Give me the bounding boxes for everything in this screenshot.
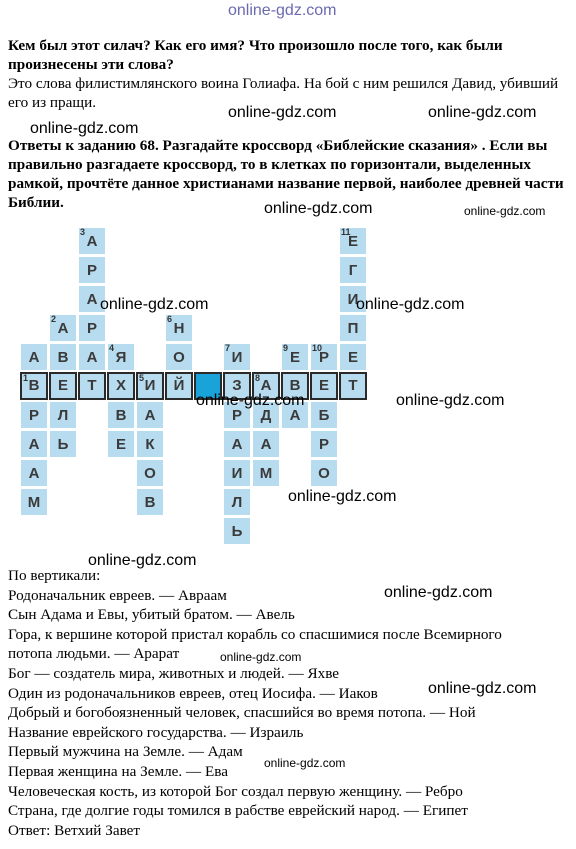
crossword-cell bbox=[107, 343, 135, 371]
cell-letter: В bbox=[57, 349, 69, 366]
cell-letter: А bbox=[144, 407, 156, 424]
watermark: online-gdz.com bbox=[220, 650, 302, 664]
cell-number: 5 bbox=[139, 373, 145, 383]
cell-letter: А bbox=[28, 436, 40, 453]
cell-letter: Ь bbox=[231, 523, 243, 540]
crossword-cell bbox=[49, 314, 77, 342]
cell-letter: И bbox=[231, 465, 243, 482]
cell-letter: Е bbox=[115, 436, 126, 453]
cell-letter: Й bbox=[173, 377, 185, 394]
cell-letter: Г bbox=[348, 262, 358, 279]
cell-letter: Т bbox=[348, 377, 358, 394]
cell-letter: В bbox=[28, 377, 40, 394]
crossword-cell bbox=[339, 343, 367, 371]
crossword-cell bbox=[107, 430, 135, 458]
cell-letter: П bbox=[347, 320, 359, 337]
clue-line: Первый мужчина на Земле. — Адам bbox=[8, 743, 243, 761]
crossword-cell bbox=[339, 372, 367, 400]
clue-line: Название еврейского государства. — Израиль bbox=[8, 723, 304, 741]
crossword-cell bbox=[49, 401, 77, 429]
cell-letter: О bbox=[173, 349, 185, 366]
cell-letter: Р bbox=[86, 262, 97, 279]
crossword-cell bbox=[223, 459, 251, 487]
cell-letter: О bbox=[144, 465, 156, 482]
cell-letter: Л bbox=[231, 494, 243, 511]
crossword-cell bbox=[310, 343, 338, 371]
crossword-cell bbox=[78, 314, 106, 342]
crossword-cell bbox=[339, 227, 367, 255]
cell-letter: А bbox=[86, 349, 98, 366]
cell-letter: И bbox=[144, 377, 156, 394]
crossword-cell bbox=[310, 401, 338, 429]
crossword-cell bbox=[165, 372, 193, 400]
crossword-cell bbox=[78, 343, 106, 371]
crossword-cell bbox=[49, 343, 77, 371]
cell-letter: Р bbox=[86, 320, 97, 337]
cell-letter: И bbox=[347, 291, 359, 308]
cell-letter: О bbox=[318, 465, 330, 482]
cell-letter: И bbox=[231, 349, 243, 366]
crossword-cell bbox=[136, 459, 164, 487]
cell-letter: Т bbox=[87, 377, 97, 394]
crossword-cell bbox=[49, 430, 77, 458]
watermark: online-gdz.com bbox=[264, 756, 346, 770]
crossword-cell bbox=[165, 314, 193, 342]
cell-letter: Е bbox=[57, 377, 68, 394]
clue-line: потопа людьми. — Арарат bbox=[8, 645, 180, 663]
question-title: Кем был этот силач? Как его имя? Что произошло после того, как были произнесены эти слова? bbox=[8, 37, 503, 73]
crossword-cell bbox=[223, 517, 251, 545]
cell-letter: Е bbox=[289, 349, 300, 366]
crossword-cell bbox=[310, 459, 338, 487]
cell-number: 8 bbox=[255, 373, 261, 383]
watermark: online-gdz.com bbox=[356, 296, 465, 313]
cell-number: 1 bbox=[23, 373, 29, 383]
cell-letter: Р bbox=[231, 407, 242, 424]
watermark: online-gdz.com bbox=[264, 200, 373, 217]
cell-letter: М bbox=[27, 494, 41, 511]
crossword-cell bbox=[310, 372, 338, 400]
cell-number: 10 bbox=[312, 343, 323, 353]
crossword-cell bbox=[281, 343, 309, 371]
cell-letter: Е bbox=[318, 377, 329, 394]
crossword-cell bbox=[20, 343, 48, 371]
crossword-cell bbox=[310, 430, 338, 458]
crossword-cell bbox=[20, 430, 48, 458]
cell-letter: Е bbox=[347, 233, 358, 250]
watermark-top: online-gdz.com bbox=[228, 2, 337, 19]
crossword-cell bbox=[252, 459, 280, 487]
crossword-cell bbox=[20, 459, 48, 487]
cell-letter: Е bbox=[347, 349, 358, 366]
cell-letter: Р bbox=[28, 407, 39, 424]
cell-letter: Р bbox=[318, 436, 329, 453]
cell-letter: В bbox=[115, 407, 127, 424]
crossword-cell bbox=[136, 488, 164, 516]
watermark: online-gdz.com bbox=[464, 204, 546, 218]
crossword-cell bbox=[252, 430, 280, 458]
crossword-cell bbox=[20, 372, 48, 400]
cell-number: 4 bbox=[109, 343, 115, 353]
cell-letter: В bbox=[289, 377, 301, 394]
crossword-cell bbox=[49, 372, 77, 400]
crossword-cell bbox=[136, 372, 164, 400]
cell-letter: А bbox=[28, 465, 40, 482]
cell-number: 11 bbox=[341, 227, 351, 237]
cell-letter: В bbox=[144, 494, 156, 511]
cell-letter: А bbox=[28, 349, 40, 366]
cell-letter: А bbox=[86, 291, 98, 308]
cell-letter: Л bbox=[57, 407, 69, 424]
cell-letter: А bbox=[260, 377, 272, 394]
clues-section bbox=[8, 566, 572, 840]
crossword-cell bbox=[20, 488, 48, 516]
clue-line: Родоначальник евреев. — Авраам bbox=[8, 586, 227, 604]
cell-letter: А bbox=[289, 407, 301, 424]
cell-letter: Ь bbox=[57, 436, 69, 453]
crossword-cell bbox=[78, 256, 106, 284]
watermark: online-gdz.com bbox=[396, 392, 505, 409]
cell-letter: М bbox=[259, 465, 273, 482]
cell-letter: А bbox=[57, 320, 69, 337]
clue-line: Сын Адама и Евы, убитый братом. — Авель bbox=[8, 606, 295, 624]
watermark: online-gdz.com bbox=[88, 552, 197, 569]
cell-letter: А bbox=[260, 436, 272, 453]
clue-line: Гора, к вершине которой пристал корабль со спасшимися после Всемирного bbox=[8, 625, 502, 643]
cell-letter: А bbox=[231, 436, 243, 453]
crossword-cell bbox=[136, 401, 164, 429]
cell-letter: Н bbox=[173, 320, 185, 337]
cell-number: 2 bbox=[51, 314, 57, 324]
cell-letter: Р bbox=[318, 349, 329, 366]
cell-letter: А bbox=[86, 233, 98, 250]
crossword-cell bbox=[20, 401, 48, 429]
cell-number: 7 bbox=[225, 343, 231, 353]
watermark: online-gdz.com bbox=[100, 296, 209, 313]
clue-line: Бог — создатель мира, животных и людей. — Яхве bbox=[8, 664, 340, 682]
crossword-cell bbox=[165, 343, 193, 371]
watermark: online-gdz.com bbox=[196, 392, 305, 409]
clue-line: Первая женщина на Земле. — Ева bbox=[8, 762, 228, 780]
watermark: online-gdz.com bbox=[428, 104, 537, 121]
watermark: online-gdz.com bbox=[228, 104, 337, 121]
clue-line: Страна, где долгие годы томился в рабстве еврейский народ. — Египет bbox=[8, 802, 468, 820]
cell-letter: Б bbox=[318, 407, 330, 424]
crossword-cell bbox=[107, 401, 135, 429]
crossword-cell bbox=[223, 343, 251, 371]
clue-line: Человеческая кость, из которой Бог создал первую женщину. — Ребро bbox=[8, 782, 463, 800]
cell-letter: З bbox=[232, 377, 242, 394]
answer: Ответ: Ветхий Завет bbox=[8, 821, 141, 839]
cell-number: 6 bbox=[167, 314, 173, 324]
watermark: online-gdz.com bbox=[428, 680, 537, 697]
crossword-cell bbox=[107, 372, 135, 400]
cell-letter: Д bbox=[260, 407, 272, 424]
crossword-cell bbox=[78, 227, 106, 255]
cell-letter: Я bbox=[115, 349, 127, 366]
crossword-cell bbox=[78, 372, 106, 400]
clue-line: Один из родоначальников евреев, отец Иосифа. — Иаков bbox=[8, 684, 378, 702]
crossword-cell bbox=[339, 256, 367, 284]
watermark: online-gdz.com bbox=[288, 488, 397, 505]
watermark: online-gdz.com bbox=[384, 584, 493, 601]
cell-number: 3 bbox=[80, 227, 86, 237]
crossword-cell bbox=[339, 314, 367, 342]
cell-letter: К bbox=[145, 436, 155, 453]
crossword-cell bbox=[223, 488, 251, 516]
crossword-cell bbox=[136, 430, 164, 458]
task-header: Ответы к заданию 68. Разгадайте кроссворд «Библейские сказания» . Если вы правильно разгадаете кроссворд, то в клетках по горизонтали, выделенных рамкой, прочтёте данное христианами название первой, наиболее древней части Библии. bbox=[8, 137, 564, 211]
question-answer: Это слова филистимлянского воина Голиафа. На бой с ним решился Давид, убивший его из пращи. bbox=[8, 75, 559, 111]
vertical-heading: По вертикали: bbox=[8, 567, 101, 584]
crossword-cell bbox=[223, 430, 251, 458]
cell-number: 9 bbox=[283, 343, 289, 353]
clue-line: Добрый и богобоязненный человек, спасшийся во время потопа. — Ной bbox=[8, 704, 476, 722]
cell-letter: Х bbox=[115, 377, 126, 394]
watermark: online-gdz.com bbox=[30, 120, 139, 137]
